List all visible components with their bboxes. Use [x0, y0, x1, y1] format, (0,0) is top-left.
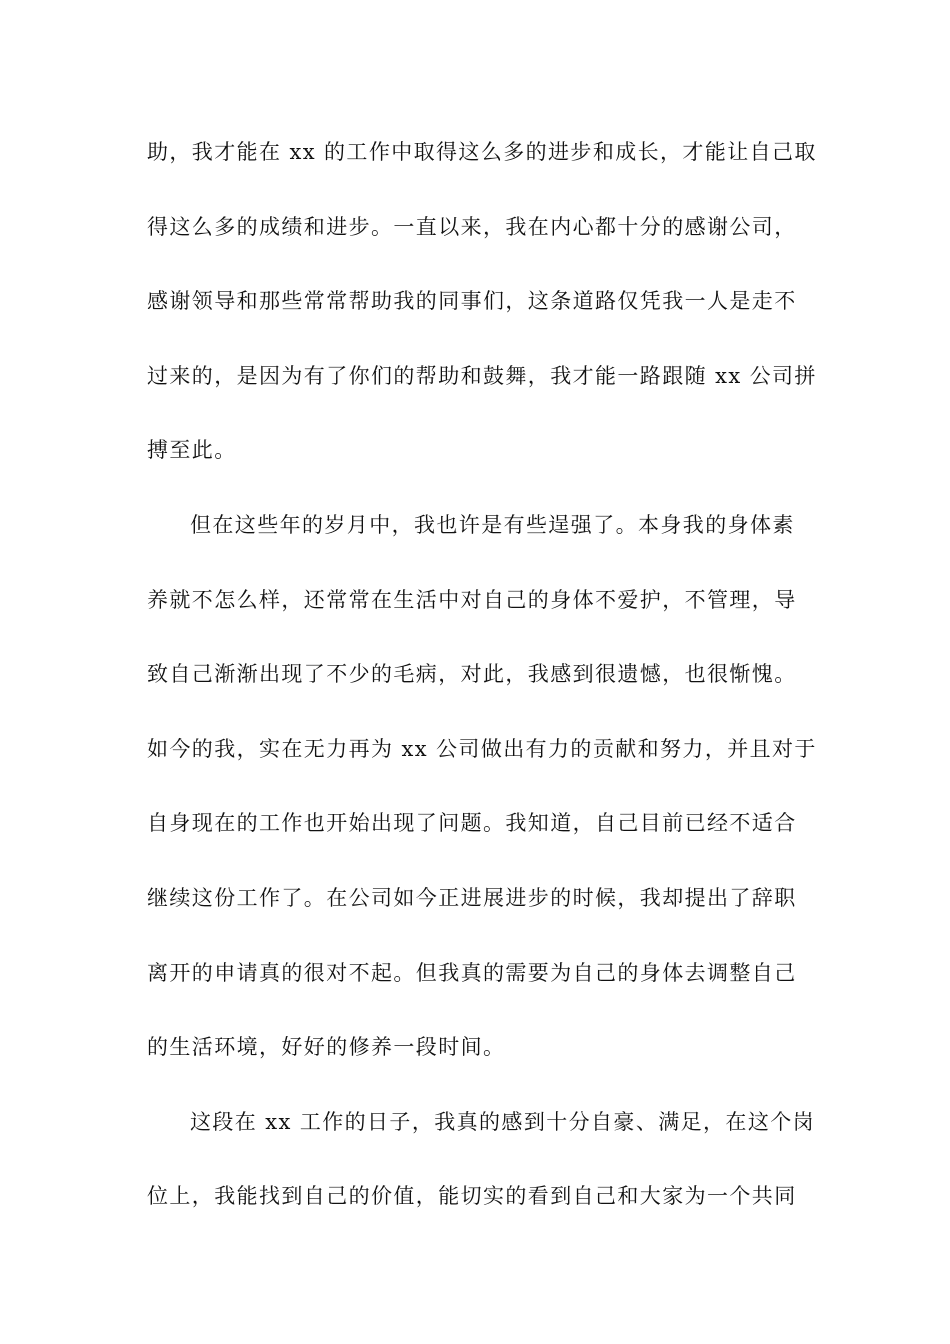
paragraph-line: 自身现在的工作也开始出现了问题。我知道，自己目前已经不适合: [147, 811, 797, 836]
paragraph-3: [147, 1100, 816, 1249]
paragraph-line: 继续这份工作了。在公司如今正进展进步的时候，我却提出了辞职: [147, 885, 797, 910]
paragraph-1: [147, 130, 817, 503]
paragraph-line: 感谢领导和那些常常帮助我的同事们，这条道路仅凭我一人是走不: [147, 289, 797, 314]
paragraph-line: 过来的，是因为有了你们的帮助和鼓舞，我才能一路跟随 xx 公司拼: [147, 363, 817, 388]
paragraph-line: 搏至此。: [147, 438, 237, 463]
paragraph-line: 助，我才能在 xx 的工作中取得这么多的进步和成长，才能让自己取: [147, 140, 817, 164]
paragraph-first-line: 但在这些年的岁月中，我也许是有些逞强了。本身我的身体素: [190, 512, 795, 537]
paragraph-2: [147, 503, 817, 1100]
paragraph-line: 得这么多的成绩和进步。一直以来，我在内心都十分的感谢公司，: [147, 214, 797, 239]
paragraph-line: 的生活环境，好好的修养一段时间。: [147, 1035, 506, 1060]
paragraph-line: 养就不怎么样，还常常在生活中对自己的身体不爱护，不管理，导: [147, 587, 797, 612]
paragraph-line: 离开的申请真的很对不起。但我真的需要为自己的身体去调整自己: [147, 960, 797, 985]
paragraph-line: 位上，我能找到自己的价值，能切实的看到自己和大家为一个共同: [147, 1184, 797, 1209]
paragraph-first-line: 这段在 xx 工作的日子，我真的感到十分自豪、满足，在这个岗: [190, 1109, 816, 1134]
document-body: [147, 130, 817, 1249]
paragraph-line: 致自己渐渐出现了不少的毛病，对此，我感到很遗憾，也很惭愧。: [147, 662, 797, 687]
paragraph-line: 如今的我，实在无力再为 xx 公司做出有力的贡献和努力，并且对于: [147, 736, 817, 761]
